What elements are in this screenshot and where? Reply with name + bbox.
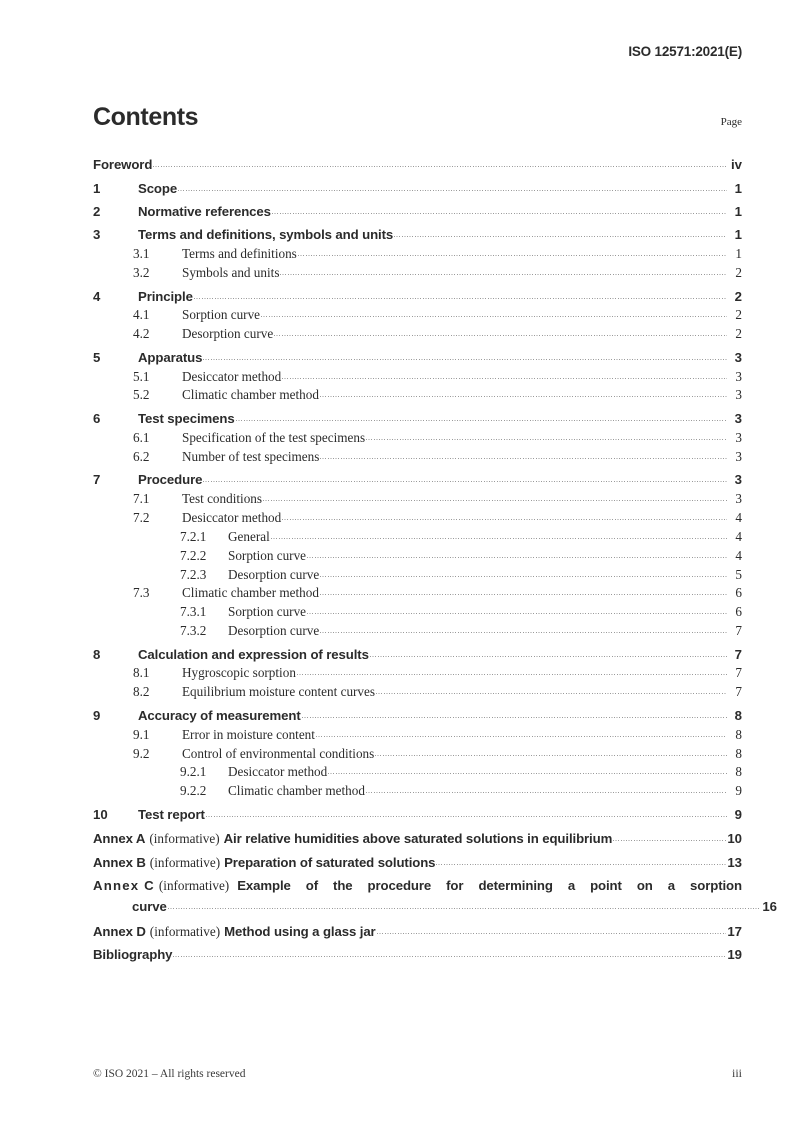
- entry-number: 7.3: [133, 585, 150, 601]
- entry-number: 3.2: [133, 265, 150, 281]
- entry-label: Desorption curve: [228, 566, 320, 582]
- entry-number: 5: [93, 349, 101, 365]
- annex-entry[interactable]: [93, 877, 777, 915]
- entry-label: Desiccator method: [228, 764, 328, 780]
- dot-leader: [320, 565, 727, 578]
- entry-page-number: 3: [735, 368, 742, 384]
- annex-kind-label: (informative): [149, 831, 220, 847]
- entry-label: Hygroscopic sorption: [182, 665, 296, 681]
- entry-number: 7: [93, 472, 101, 488]
- entry-number: 9: [93, 707, 101, 723]
- entry-label: Normative references: [138, 203, 271, 219]
- dot-leader: [153, 156, 727, 169]
- copyright-notice: © ISO 2021 – All rights reserved: [93, 1068, 246, 1080]
- entry-label: Foreword: [93, 157, 153, 173]
- entry-page-number: 9: [734, 806, 742, 822]
- entry-number: 4.1: [133, 307, 150, 323]
- dot-leader: [203, 349, 727, 362]
- toc-entry[interactable]: [93, 471, 742, 486]
- entry-number: 3.1: [133, 246, 150, 262]
- entry-page-number: 10: [727, 831, 742, 847]
- annex-title: Preparation of saturated solutions: [224, 855, 436, 871]
- entry-page-number: 3: [735, 448, 742, 464]
- annex-title-continuation: curve: [132, 899, 167, 915]
- entry-page-number: 1: [734, 227, 742, 243]
- dot-leader: [282, 509, 727, 522]
- toc-entry[interactable]: [93, 429, 742, 444]
- toc-entry[interactable]: [93, 287, 742, 302]
- entry-label: Equilibrium moisture content curves: [182, 684, 376, 700]
- dot-leader: [316, 725, 727, 738]
- dot-leader: [320, 584, 727, 597]
- entry-page-number: 8: [734, 707, 742, 723]
- dot-leader: [376, 683, 727, 696]
- entry-page-number: 6: [735, 585, 742, 601]
- entry-page-number: 4: [735, 547, 742, 563]
- dot-leader: [613, 830, 726, 843]
- dot-leader: [173, 946, 726, 959]
- dot-leader: [203, 471, 727, 484]
- entry-label: Desorption curve: [228, 623, 320, 639]
- dot-leader: [236, 410, 727, 423]
- entry-label: Symbols and units: [182, 265, 280, 281]
- entry-label: General: [228, 528, 270, 544]
- entry-page-number: 3: [734, 410, 742, 426]
- dot-leader: [263, 490, 727, 503]
- dot-leader: [272, 203, 727, 216]
- entry-number: 6.1: [133, 429, 150, 445]
- entry-page-number: 7: [735, 623, 742, 639]
- annex-title: Example of the procedure for determining a point on a sorption: [237, 877, 742, 893]
- annex-label: Annex D: [93, 923, 146, 939]
- entry-number: 9.1: [133, 726, 150, 742]
- entry-page-number: 7: [734, 646, 742, 662]
- entry-label: Control of environmental conditions: [182, 745, 375, 761]
- entry-number: 3: [93, 227, 101, 243]
- entry-number: 7.2.2: [180, 547, 207, 563]
- annex-label: Annex B: [93, 855, 146, 871]
- toc-entry[interactable]: [93, 410, 742, 425]
- toc-entry[interactable]: [93, 782, 742, 797]
- entry-page-number: 1: [734, 203, 742, 219]
- entry-label: Terms and definitions: [182, 246, 297, 262]
- dot-leader: [377, 923, 727, 936]
- toc-entry-bibliography[interactable]: [93, 946, 742, 961]
- annex-kind-label: (informative): [149, 923, 221, 939]
- annex-title: Air relative humidities above saturated solutions in equilibrium: [223, 831, 613, 847]
- entry-label: Error in moisture content: [182, 726, 315, 742]
- entry-label: Bibliography: [93, 947, 173, 963]
- entry-page-number: 8: [735, 726, 742, 742]
- dot-leader: [194, 287, 727, 300]
- toc-entry[interactable]: [93, 306, 742, 321]
- toc-entry[interactable]: [93, 386, 742, 401]
- entry-page-number: 3: [735, 490, 742, 506]
- toc-entry[interactable]: [93, 509, 742, 524]
- annex-title: Method using a glass jar: [224, 923, 376, 939]
- toc-entry[interactable]: [93, 156, 742, 171]
- dot-leader: [436, 854, 726, 867]
- entry-page-number: 19: [727, 947, 742, 963]
- annex-label: Annex A: [93, 831, 146, 847]
- dot-leader: [307, 546, 727, 559]
- toc-entry[interactable]: [93, 325, 742, 340]
- entry-label: Test report: [138, 806, 205, 822]
- toc-entry[interactable]: [93, 203, 742, 218]
- entry-page-number: 4: [735, 509, 742, 525]
- dot-leader: [206, 806, 727, 819]
- entry-page-number: 2: [734, 288, 742, 304]
- entry-number: 7.2: [133, 509, 150, 525]
- entry-number: 9.2.2: [180, 783, 207, 799]
- entry-label: Climatic chamber method: [182, 585, 319, 601]
- entry-page-number: iv: [731, 157, 742, 173]
- toc-entry[interactable]: [93, 763, 742, 778]
- entry-page-number: 2: [735, 326, 742, 342]
- entry-number: 7.3.2: [180, 623, 207, 639]
- entry-number: 8: [93, 646, 101, 662]
- entry-label: Test specimens: [138, 410, 235, 426]
- toc-entry[interactable]: [93, 683, 742, 698]
- entry-number: 6.2: [133, 448, 150, 464]
- dot-leader: [271, 528, 727, 541]
- entry-label: Sorption curve: [182, 307, 261, 323]
- toc-entry[interactable]: [93, 622, 742, 637]
- dot-leader: [298, 245, 727, 258]
- entry-number: 7.1: [133, 490, 150, 506]
- toc-entry[interactable]: [93, 806, 742, 821]
- entry-number: 5.2: [133, 387, 150, 403]
- entry-number: 4: [93, 288, 101, 304]
- table-of-contents: [93, 156, 777, 963]
- entry-page-number: 7: [735, 665, 742, 681]
- toc-entry[interactable]: [93, 447, 742, 462]
- entry-label: Sorption curve: [228, 547, 307, 563]
- toc-entry[interactable]: [93, 546, 742, 561]
- dot-leader: [302, 707, 727, 720]
- dot-leader: [320, 447, 727, 460]
- dot-leader: [168, 895, 762, 911]
- entry-page-number: 8: [735, 745, 742, 761]
- entry-page-number: 3: [734, 349, 742, 365]
- entry-page-number: 3: [735, 429, 742, 445]
- dot-leader: [320, 622, 727, 635]
- dot-leader: [307, 603, 727, 616]
- entry-label: Climatic chamber method: [182, 387, 319, 403]
- page-column-label: Page: [720, 116, 742, 128]
- entry-number: 9.2: [133, 745, 150, 761]
- entry-label: Terms and definitions, symbols and units: [138, 227, 394, 243]
- toc-entry[interactable]: [93, 264, 742, 279]
- toc-entry[interactable]: [93, 226, 742, 241]
- dot-leader: [394, 226, 727, 239]
- entry-page-number: 2: [735, 265, 742, 281]
- entry-page-number: 5: [735, 566, 742, 582]
- entry-page-number: 17: [727, 923, 742, 939]
- toc-entry[interactable]: [93, 707, 742, 722]
- entry-page-number: 2: [735, 307, 742, 323]
- dot-leader: [274, 325, 727, 338]
- dot-leader: [178, 179, 727, 192]
- toc-entry[interactable]: [93, 528, 742, 543]
- entry-number: 7.2.3: [180, 566, 207, 582]
- entry-label: Procedure: [138, 472, 203, 488]
- entry-label: Scope: [138, 180, 178, 196]
- entry-label: Principle: [138, 288, 193, 304]
- entry-number: 6: [93, 410, 101, 426]
- entry-label: Test conditions: [182, 490, 263, 506]
- toc-entry[interactable]: [93, 725, 742, 740]
- dot-leader: [366, 429, 727, 442]
- page-title: Contents: [93, 103, 199, 131]
- contents-title-row: [93, 103, 742, 132]
- entry-number: 2: [93, 203, 101, 219]
- entry-number: 10: [93, 806, 108, 822]
- entry-label: Sorption curve: [228, 604, 307, 620]
- entry-page-number: 7: [735, 684, 742, 700]
- dot-leader: [297, 664, 727, 677]
- dot-leader: [280, 264, 727, 277]
- entry-label: Number of test specimens: [182, 448, 320, 464]
- entry-page-number: 4: [735, 528, 742, 544]
- toc-entry[interactable]: [93, 603, 742, 618]
- toc-entry[interactable]: [93, 584, 742, 599]
- entry-label: Desiccator method: [182, 509, 282, 525]
- document-reference-header: ISO 12571:2021(E): [628, 44, 742, 59]
- toc-entry[interactable]: [93, 245, 742, 260]
- dot-leader: [366, 782, 727, 795]
- dot-leader: [282, 367, 727, 380]
- toc-entry[interactable]: [93, 349, 742, 364]
- entry-label: Climatic chamber method: [228, 783, 365, 799]
- entry-page-number: 13: [727, 855, 742, 871]
- toc-entry[interactable]: [93, 490, 742, 505]
- entry-page-number: 1: [734, 180, 742, 196]
- toc-entry[interactable]: [93, 645, 742, 660]
- dot-leader: [328, 763, 727, 776]
- entry-number: 5.1: [133, 368, 150, 384]
- annex-entry[interactable]: [93, 923, 742, 938]
- annex-entry[interactable]: [93, 830, 742, 845]
- footer-page-number: iii: [731, 1066, 742, 1080]
- entry-label: Apparatus: [138, 349, 203, 365]
- dot-leader: [320, 386, 727, 399]
- annex-kind-label: (informative): [149, 855, 221, 871]
- entry-label: Accuracy of measurement: [138, 707, 301, 723]
- entry-page-number: 9: [735, 783, 742, 799]
- dot-leader: [370, 645, 727, 658]
- annex-entry[interactable]: [93, 854, 742, 869]
- annex-label: Annex C: [93, 877, 155, 893]
- entry-label: Specification of the test specimens: [182, 429, 366, 445]
- entry-page-number: 6: [735, 604, 742, 620]
- dot-leader: [375, 744, 727, 757]
- entry-label: Calculation and expression of results: [138, 646, 369, 662]
- toc-entry[interactable]: [93, 179, 742, 194]
- entry-number: 9.2.1: [180, 764, 207, 780]
- toc-entry[interactable]: [93, 565, 742, 580]
- entry-label: Desiccator method: [182, 368, 282, 384]
- entry-page-number: 16: [762, 899, 777, 915]
- entry-number: 7.2.1: [180, 528, 207, 544]
- entry-number: 7.3.1: [180, 604, 207, 620]
- entry-number: 4.2: [133, 326, 150, 342]
- entry-number: 1: [93, 180, 101, 196]
- entry-number: 8.2: [133, 684, 150, 700]
- entry-label: Desorption curve: [182, 326, 274, 342]
- entry-number: 8.1: [133, 665, 150, 681]
- toc-entry[interactable]: [93, 664, 742, 679]
- entry-page-number: 3: [735, 387, 742, 403]
- entry-page-number: 8: [735, 764, 742, 780]
- dot-leader: [261, 306, 727, 319]
- toc-entry[interactable]: [93, 367, 742, 382]
- annex-kind-label: (informative): [158, 877, 230, 893]
- toc-entry[interactable]: [93, 744, 742, 759]
- page-footer: [93, 1066, 742, 1081]
- entry-page-number: 3: [734, 472, 742, 488]
- entry-page-number: 1: [735, 246, 742, 262]
